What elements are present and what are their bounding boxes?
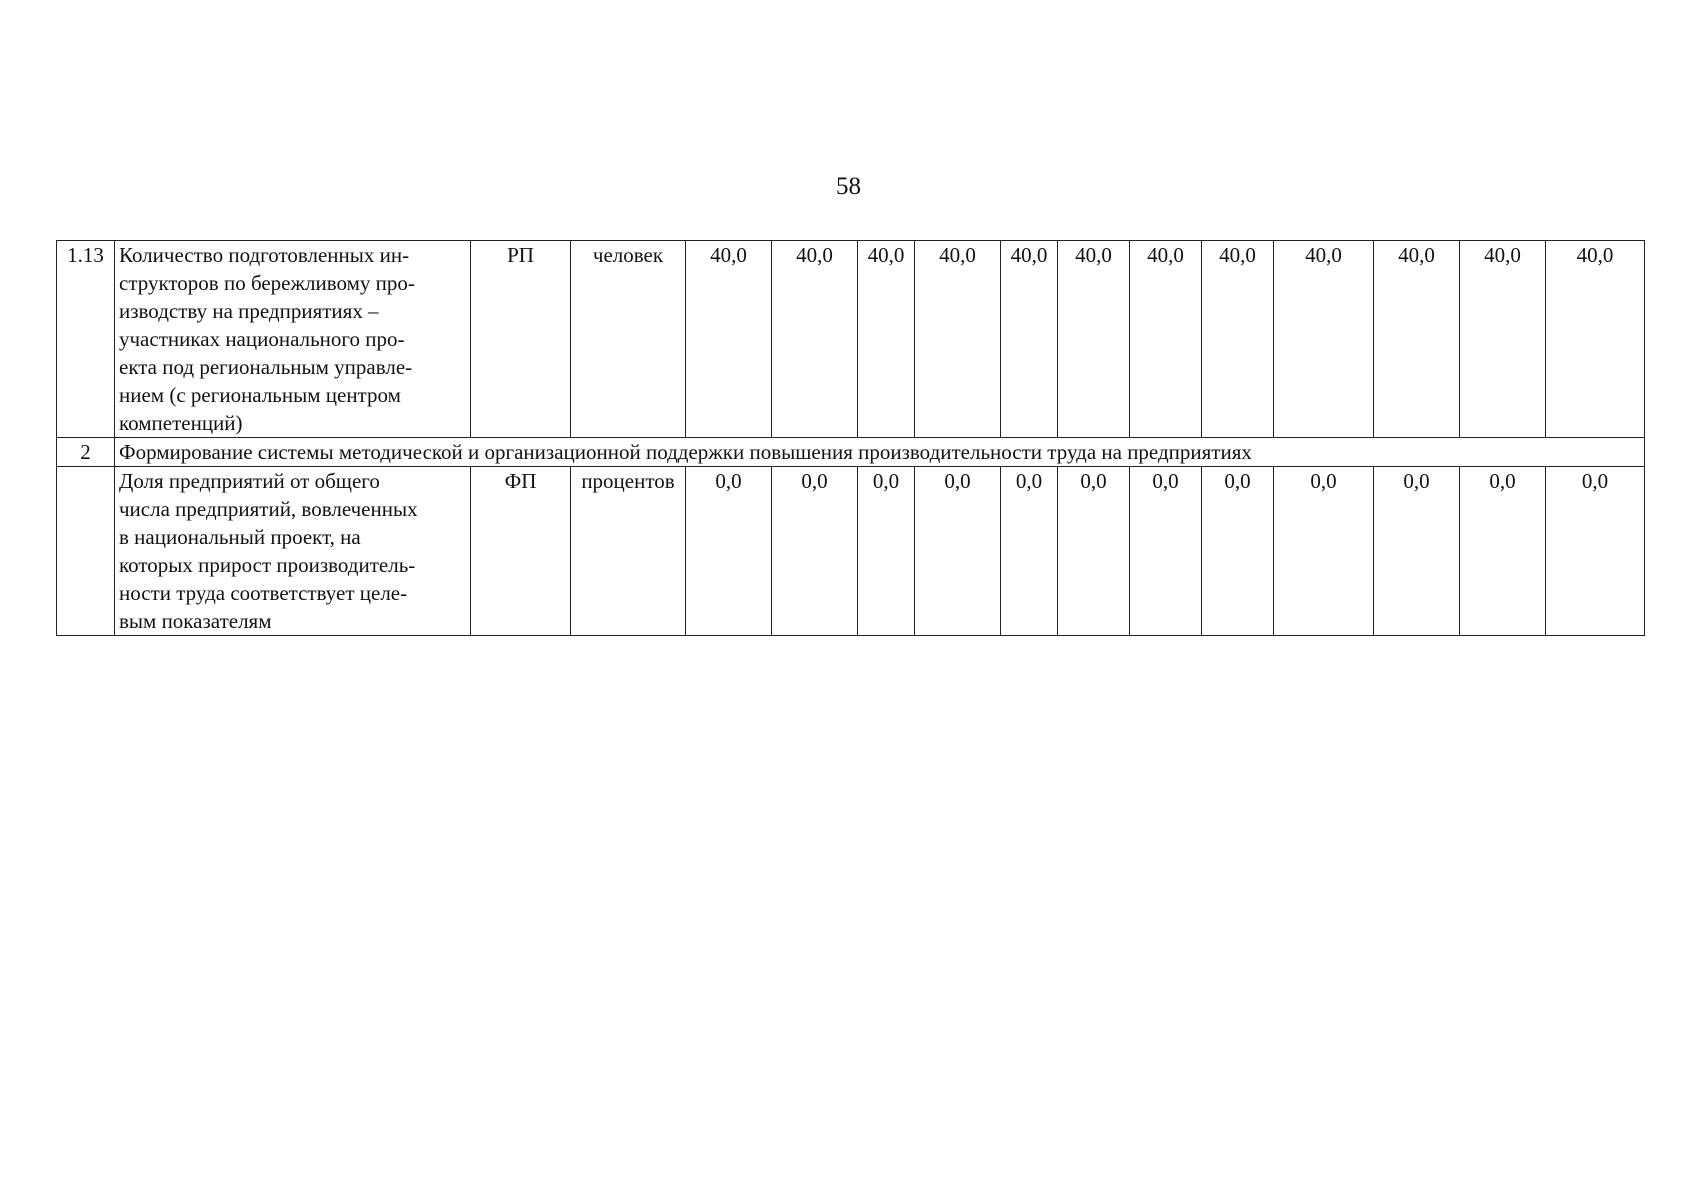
- indicator-description: [115, 467, 471, 636]
- value-cell: 0,0: [1460, 467, 1546, 636]
- description-line: которых прирост производитель-: [119, 553, 416, 577]
- description-line: изводству на предприятиях –: [119, 299, 379, 323]
- value-cell: 40,0: [1546, 241, 1645, 438]
- description-line: Доля предприятий от общего: [119, 469, 380, 493]
- value-cell: 0,0: [1274, 467, 1374, 636]
- value-cell: 0,0: [1202, 467, 1274, 636]
- value-cell: 40,0: [686, 241, 772, 438]
- section-row: [57, 438, 1645, 467]
- indicator-unit: процентов: [571, 467, 686, 636]
- value-cell: 0,0: [1130, 467, 1202, 636]
- value-cell: 0,0: [1374, 467, 1460, 636]
- description-line: ности труда соответствует целе-: [119, 581, 408, 605]
- value-cell: 0,0: [1001, 467, 1058, 636]
- indicator-unit: человек: [571, 241, 686, 438]
- value-cell: 40,0: [858, 241, 915, 438]
- value-cell: 0,0: [686, 467, 772, 636]
- value-cell: 40,0: [1460, 241, 1546, 438]
- value-cell: 40,0: [1274, 241, 1374, 438]
- description-line: Количество подготовленных ин-: [119, 243, 410, 267]
- value-cell: 40,0: [915, 241, 1001, 438]
- value-cell: 0,0: [772, 467, 858, 636]
- value-cell: 40,0: [1058, 241, 1130, 438]
- page-number: 58: [836, 173, 861, 200]
- description-line: екта под региональным управле-: [119, 355, 413, 379]
- table-row: [57, 467, 1645, 636]
- indicator-source: РП: [471, 241, 571, 438]
- description-line: участниках национального про-: [119, 327, 405, 351]
- value-cell: 0,0: [1058, 467, 1130, 636]
- description-line: нием (с региональным центром: [119, 383, 401, 407]
- section-title: Формирование системы методической и организационной поддержки повышения производительности труда на предприятиях: [115, 438, 1645, 467]
- value-cell: 40,0: [1374, 241, 1460, 438]
- value-cell: 40,0: [772, 241, 858, 438]
- indicator-description: [115, 241, 471, 438]
- description-line: вым показателям: [119, 609, 272, 633]
- row-number: [57, 467, 115, 636]
- value-cell: 40,0: [1130, 241, 1202, 438]
- indicator-source: ФП: [471, 467, 571, 636]
- row-number: 1.13: [57, 241, 115, 438]
- description-line: в национальный проект, на: [119, 525, 361, 549]
- indicators-table: [56, 240, 1645, 636]
- value-cell: 40,0: [1202, 241, 1274, 438]
- value-cell: 0,0: [1546, 467, 1645, 636]
- value-cell: 0,0: [915, 467, 1001, 636]
- description-line: числа предприятий, вовлеченных: [119, 497, 418, 521]
- description-line: компетенций): [119, 411, 243, 435]
- value-cell: 40,0: [1001, 241, 1058, 438]
- section-number: 2: [57, 438, 115, 467]
- value-cell: 0,0: [858, 467, 915, 636]
- description-line: структоров по бережливому про-: [119, 271, 415, 295]
- table-row: [57, 241, 1645, 438]
